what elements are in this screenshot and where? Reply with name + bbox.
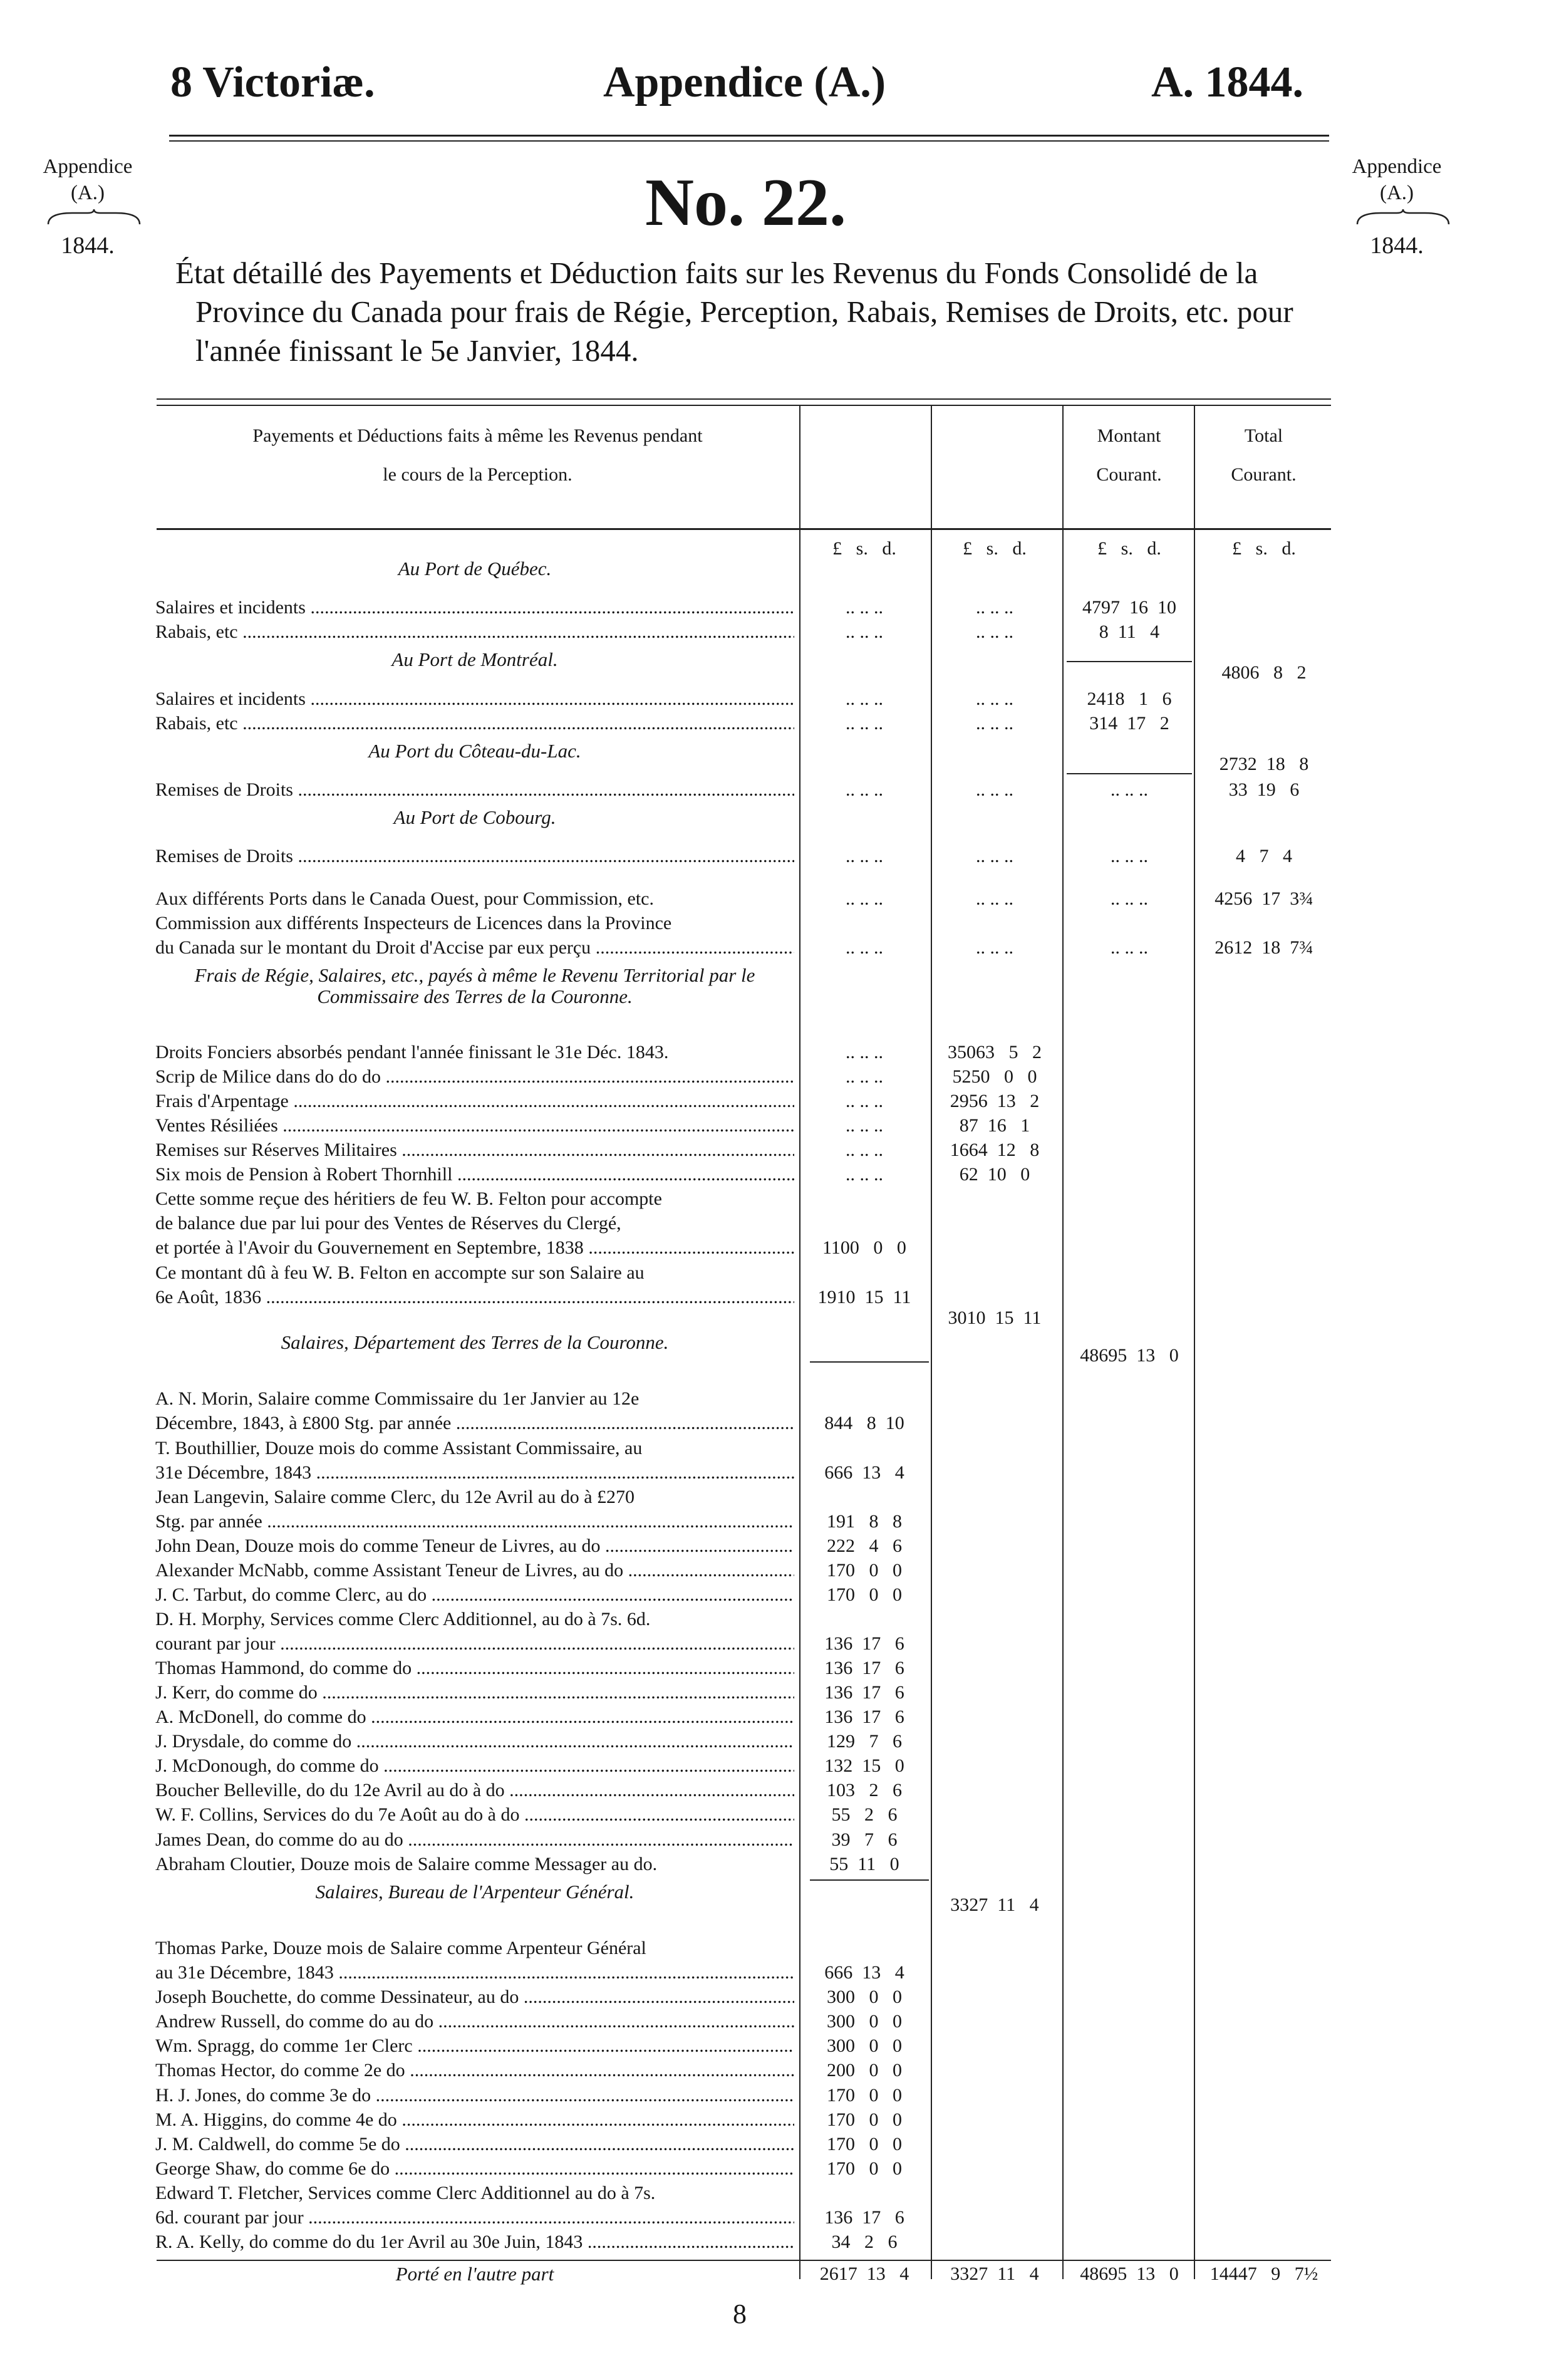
table-row [0, 1066, 1559, 1090]
table-row [0, 1262, 1559, 1286]
header-rule-2 [169, 140, 1329, 142]
footer-c1: 2617 13 4 [819, 2263, 909, 2284]
row-label: 31e Décembre, 1843 ..... [155, 1462, 794, 1484]
table-row [0, 845, 1559, 870]
amount-c4: 2612 18 7¾ [1215, 937, 1313, 958]
table-row [0, 1041, 1559, 1066]
total-header-line1: Total [1244, 425, 1283, 446]
column-header-description [157, 417, 799, 494]
table-row [0, 2231, 1559, 2255]
row-label: H. J. Jones, do comme 3e do ..... [155, 2084, 794, 2107]
amount-c1: .. .. .. [846, 1140, 883, 1161]
amount-c1: 136 17 6 [824, 1682, 904, 1703]
table-row [0, 2010, 1559, 2035]
amount-c1: 170 0 0 [827, 1584, 902, 1605]
row-label: George Shaw, do comme 6e do ..... [155, 2158, 794, 2180]
table-row [0, 1730, 1559, 1755]
amount-c1: 103 2 6 [827, 1780, 902, 1801]
row-label: Thomas Hammond, do comme do ..... [155, 1657, 794, 1680]
table-row [0, 1804, 1559, 1828]
section-heading: Au Port du Côteau-du-Lac. [368, 739, 581, 762]
amount-c1: .. .. .. [846, 1041, 883, 1063]
row-label: Joseph Bouchette, do comme Dessinateur, au do ..... [155, 1986, 794, 2008]
side-right-year: 1844. [1370, 232, 1424, 259]
amount-c2: 3010 15 11 [948, 1307, 1042, 1328]
amount-c1: .. .. .. [846, 1091, 883, 1112]
section-heading-row [0, 737, 1559, 779]
table-row [0, 2035, 1559, 2059]
row-label: Wm. Spragg, do comme 1er Clerc ..... [155, 2035, 794, 2057]
amount-c4: 33 19 6 [1228, 779, 1300, 801]
table-row [0, 1937, 1559, 1962]
spacer-row [0, 1024, 1559, 1041]
table-row [0, 1853, 1559, 1878]
amount-c2: .. .. .. [976, 597, 1013, 618]
footer-c2: 3327 11 4 [950, 2263, 1039, 2284]
row-label: Salaires et incidents ..... [155, 688, 794, 710]
amount-c2: .. .. .. [976, 712, 1013, 734]
subtotal-rule-felton [810, 1361, 929, 1363]
side-note-right [1337, 153, 1456, 259]
section-heading: Salaires, Département des Terres de la Couronne. [281, 1331, 669, 1353]
amount-c4: 2732 18 8 [1219, 753, 1309, 774]
row-label: A. McDonell, do comme do ..... [155, 1706, 794, 1728]
row-label: A. N. Morin, Salaire comme Commissaire du 1er Janvier au 12e [155, 1388, 640, 1410]
amount-c1: 55 11 0 [829, 1853, 899, 1874]
row-label: Scrip de Milice dans do do do ..... [155, 1066, 794, 1088]
subtotal-rule-quebec [1067, 661, 1192, 662]
amount-c1: .. .. .. [846, 597, 883, 618]
amount-c1: 55 2 6 [831, 1804, 898, 1826]
table-row [0, 1412, 1559, 1437]
row-label: Décembre, 1843, à £800 Stg. par année ..... [155, 1412, 794, 1435]
table-row [0, 2109, 1559, 2133]
footer-label: Porté en l'autre part [395, 2263, 554, 2285]
table-row [0, 1388, 1559, 1412]
desc-header-line1: Payements et Déductions faits à même les Revenus pendant [252, 425, 703, 446]
amount-c1: 170 0 0 [827, 2084, 902, 2106]
row-label: Rabais, etc ..... [155, 712, 794, 735]
row-label: M. A. Higgins, do comme 4e do ..... [155, 2109, 794, 2131]
brace-right-icon [1356, 208, 1450, 226]
table-row [0, 937, 1559, 961]
amount-c2: 35063 5 2 [948, 1041, 1042, 1063]
side-right-label: Appendice [1352, 155, 1442, 178]
currency-c4: £ s. d. [1232, 538, 1296, 559]
column-header-montant [1065, 417, 1193, 494]
table-row [0, 1755, 1559, 1779]
row-label: J. M. Caldwell, do comme 5e do ..... [155, 2133, 794, 2156]
table-row [0, 2133, 1559, 2158]
spacer-row [0, 1307, 1559, 1328]
row-label: Edward T. Fletcher, Services comme Clerc Additionnel au do à 7s. [155, 2182, 656, 2203]
row-label: Abraham Cloutier, Douze mois de Salaire comme Messager au do. [155, 1853, 658, 1874]
subtotal-rule-montreal [1067, 773, 1192, 774]
amount-c1: .. .. .. [846, 937, 883, 958]
amount-c1: .. .. .. [846, 688, 883, 709]
amount-c2: 1664 12 8 [950, 1140, 1040, 1161]
table-row [0, 1608, 1559, 1633]
amount-c1: .. .. .. [846, 712, 883, 734]
side-left-year: 1844. [61, 232, 115, 259]
row-label: Rabais, etc ..... [155, 621, 794, 643]
amount-c3: 8 11 4 [1099, 621, 1160, 643]
table-top-rule-2 [157, 405, 1331, 406]
amount-c1: 666 13 4 [824, 1462, 904, 1483]
amount-c3: 48695 13 0 [1080, 1344, 1179, 1366]
amount-c1: 666 13 4 [824, 1962, 904, 1983]
row-label: Thomas Hector, do comme 2e do ..... [155, 2059, 794, 2082]
row-label: de balance due par lui pour des Ventes de Réserves du Clergé, [155, 1213, 621, 1234]
amount-c3: .. .. .. [1111, 888, 1148, 909]
row-label: Remises de Droits ..... [155, 779, 794, 801]
amount-c1: 200 0 0 [827, 2060, 902, 2081]
row-label: Cette somme reçue des héritiers de feu W. B. Felton pour accompte [155, 1188, 662, 1210]
table-row [0, 1163, 1559, 1188]
amount-c3: 4797 16 10 [1082, 597, 1176, 618]
table-row [0, 912, 1559, 937]
amount-c1: .. .. .. [846, 1164, 883, 1185]
row-label: du Canada sur le montant du Droit d'Accise par eux perçu ..... [155, 937, 794, 959]
amount-c2: 3327 11 4 [950, 1894, 1039, 1915]
amount-c4: 4806 8 2 [1221, 662, 1307, 683]
table-row [0, 1681, 1559, 1706]
table-row [0, 1584, 1559, 1608]
row-label: John Dean, Douze mois do comme Teneur de Livres, au do ..... [155, 1535, 794, 1557]
footer-c4: 14447 9 7½ [1209, 2263, 1318, 2284]
spacer-row [0, 870, 1559, 888]
row-label: Boucher Belleville, do du 12e Avril au do à do ..... [155, 1779, 794, 1802]
table-row [0, 1657, 1559, 1681]
row-label: Thomas Parke, Douze mois de Salaire comme Arpenteur Général [155, 1938, 646, 1959]
amount-c2: .. .. .. [976, 621, 1013, 643]
amount-c1: 136 17 6 [824, 1658, 904, 1679]
amount-c3: 314 17 2 [1089, 712, 1169, 734]
amount-c1: .. .. .. [846, 779, 883, 801]
amount-c1: 300 0 0 [827, 2035, 902, 2057]
amount-c1: 300 0 0 [827, 1987, 902, 2008]
amount-c2: .. .. .. [976, 779, 1013, 801]
table-row [0, 1779, 1559, 1804]
brace-left-icon [47, 208, 141, 226]
section-heading-row [0, 803, 1559, 845]
table-header-rule [157, 528, 1331, 530]
amount-c4: 4 7 4 [1236, 846, 1292, 867]
amount-c3: .. .. .. [1111, 779, 1148, 801]
document-number: No. 22. [645, 165, 846, 240]
row-label: Ce montant dû à feu W. B. Felton en accompte sur son Salaire au [155, 1262, 645, 1283]
section-heading-row [0, 961, 1559, 1024]
table-row [0, 1437, 1559, 1462]
amount-c2: 2956 13 2 [950, 1091, 1040, 1112]
table-row [0, 1962, 1559, 1986]
table-row [0, 1706, 1559, 1730]
table-row [0, 1510, 1559, 1535]
amount-c2: 87 16 1 [959, 1115, 1030, 1136]
amount-c1: 1910 15 11 [817, 1286, 911, 1307]
row-label: D. H. Morphy, Services comme Clerc Additionnel, au do à 7s. 6d. [155, 1608, 651, 1629]
row-label: J. Drysdale, do comme do ..... [155, 1730, 794, 1753]
row-label: Stg. par année ..... [155, 1510, 794, 1533]
amount-c1: 170 0 0 [827, 2109, 902, 2130]
footer-row [0, 2263, 1559, 2285]
amount-c1: 136 17 6 [824, 1633, 904, 1655]
amount-c1: 39 7 6 [831, 1829, 898, 1850]
table-top-rule-1 [157, 398, 1331, 400]
table-row [0, 1535, 1559, 1559]
amount-c4: 4256 17 3¾ [1215, 888, 1313, 909]
row-label: Salaires et incidents ..... [155, 596, 794, 619]
table-row [0, 1486, 1559, 1510]
row-label: Andrew Russell, do comme do au do ..... [155, 2010, 794, 2033]
row-label: J. McDonough, do comme do ..... [155, 1755, 794, 1777]
row-label: T. Bouthillier, Douze mois do comme Assistant Commissaire, au [155, 1437, 643, 1458]
amount-c1: .. .. .. [846, 621, 883, 643]
table-row [0, 2084, 1559, 2109]
section-heading-row [0, 645, 1559, 687]
amount-c1: 844 8 10 [824, 1413, 904, 1434]
table-row [0, 1559, 1559, 1584]
montant-header-line1: Montant [1097, 425, 1161, 446]
amount-c1: 1100 0 0 [822, 1237, 906, 1259]
amount-c2: .. .. .. [976, 688, 1013, 709]
table-row [0, 2182, 1559, 2206]
amount-c3: .. .. .. [1111, 937, 1148, 958]
table-row [0, 2059, 1559, 2084]
side-note-left [28, 153, 147, 259]
table-row [0, 2206, 1559, 2231]
section-heading: Au Port de Cobourg. [393, 806, 556, 829]
row-label: Alexander McNabb, comme Assistant Teneur de Livres, au do ..... [155, 1559, 794, 1582]
table-row [0, 1212, 1559, 1237]
footer-c3: 48695 13 0 [1080, 2263, 1179, 2284]
row-label: R. A. Kelly, do comme do du 1er Avril au 30e Juin, 1843 ..... [155, 2231, 794, 2253]
montant-header-line2: Courant. [1096, 464, 1162, 485]
table-row [0, 1139, 1559, 1163]
amount-c3: 2418 1 6 [1087, 688, 1172, 709]
table-row [0, 596, 1559, 621]
row-label: Commission aux différents Inspecteurs de Licences dans la Province [155, 912, 672, 933]
amount-c1: 170 0 0 [827, 2133, 902, 2154]
table-row [0, 888, 1559, 912]
row-label: Aux différents Ports dans le Canada Ouest, pour Commission, etc. [155, 888, 654, 909]
row-label: 6e Août, 1836 ..... [155, 1286, 794, 1309]
header-rule-1 [169, 135, 1329, 137]
amount-c1: 222 4 6 [827, 1535, 902, 1556]
intro-text: État détaillé des Payements et Déduction faits sur les Revenus du Fonds Consolidé de la Province du Canada pour frais de Régie, Perception, Rabais, Remises de Droits, etc. pour l'année finissant le 5e Janvier, 1844. [175, 256, 1293, 368]
section-heading-row [0, 1878, 1559, 1920]
desc-header-line2: le cours de la Perception. [383, 464, 572, 485]
table-row [0, 1633, 1559, 1657]
row-label: Remises sur Réserves Militaires ..... [155, 1139, 794, 1161]
table-row [0, 1115, 1559, 1139]
table-row [0, 1237, 1559, 1261]
table-row [0, 712, 1559, 737]
row-label: et portée à l'Avoir du Gouvernement en Septembre, 1838 ..... [155, 1237, 794, 1259]
row-label: W. F. Collins, Services do du 7e Août au do à do ..... [155, 1804, 794, 1826]
table-row [0, 621, 1559, 645]
side-left-label: Appendice [43, 155, 133, 178]
currency-c1: £ s. d. [832, 538, 896, 559]
row-label: courant par jour ..... [155, 1633, 794, 1655]
spacer-row [0, 1370, 1559, 1388]
table-row [0, 1462, 1559, 1486]
spacer-row [0, 1920, 1559, 1937]
amount-c1: 170 0 0 [827, 2158, 902, 2179]
table-row [0, 2158, 1559, 2182]
side-right-sub: (A.) [1379, 182, 1414, 204]
row-label: Six mois de Pension à Robert Thornhill ..... [155, 1163, 794, 1186]
currency-c3: £ s. d. [1097, 538, 1161, 559]
amount-c1: .. .. .. [846, 1066, 883, 1088]
row-label: Jean Langevin, Salaire comme Clerc, du 12e Avril au do à £270 [155, 1486, 635, 1507]
row-label: Ventes Résiliées ..... [155, 1115, 794, 1137]
amount-c1: 136 17 6 [824, 2206, 904, 2228]
amount-c1: 34 2 6 [831, 2231, 898, 2252]
table-row [0, 1090, 1559, 1115]
amount-c1: .. .. .. [846, 846, 883, 867]
amount-c2: 62 10 0 [959, 1164, 1030, 1185]
section-heading: Au Port de Québec. [398, 558, 552, 579]
table-row [0, 688, 1559, 712]
amount-c1: .. .. .. [846, 1115, 883, 1136]
section-heading: Salaires, Bureau de l'Arpenteur Général. [315, 1880, 634, 1903]
row-label: J. Kerr, do comme do ..... [155, 1681, 794, 1704]
subtotal-rule-crown [810, 1879, 929, 1881]
row-label: au 31e Décembre, 1843 ..... [155, 1962, 794, 1984]
currency-c2: £ s. d. [963, 538, 1027, 559]
row-label: 6d. courant par jour ..... [155, 2206, 794, 2229]
total-header-line2: Courant. [1231, 464, 1297, 485]
amount-c3: .. .. .. [1111, 846, 1148, 867]
row-label: J. C. Tarbut, do comme Clerc, au do ..... [155, 1584, 794, 1606]
row-label: Droits Fonciers absorbés pendant l'année finissant le 31e Déc. 1843. [155, 1041, 669, 1063]
table-row [0, 1188, 1559, 1212]
table-row [0, 1829, 1559, 1853]
section-heading-row [0, 554, 1559, 596]
amount-c1: 300 0 0 [827, 2011, 902, 2032]
row-label: Frais d'Arpentage ..... [155, 1090, 794, 1113]
table-row [0, 1286, 1559, 1311]
row-label: Remises de Droits ..... [155, 845, 794, 868]
amount-c2: 5250 0 0 [952, 1066, 1037, 1088]
side-left-sub: (A.) [70, 182, 105, 204]
amount-c1: 132 15 0 [824, 1755, 904, 1777]
header-right: A. 1844. [1151, 58, 1304, 107]
amount-c2: .. .. .. [976, 846, 1013, 867]
table-row [0, 1986, 1559, 2010]
footer-rule [157, 2260, 1331, 2261]
row-label: James Dean, do comme do au do ..... [155, 1829, 794, 1851]
page-number: 8 [733, 2299, 747, 2329]
amount-c1: 129 7 6 [827, 1731, 902, 1752]
amount-c1: 136 17 6 [824, 1707, 904, 1728]
amount-c1: .. .. .. [846, 888, 883, 909]
column-header-total [1196, 417, 1331, 494]
table-row [0, 779, 1559, 803]
header-left: 8 Victoriæ. [170, 58, 375, 107]
section-heading: Au Port de Montréal. [391, 648, 558, 671]
amount-c1: 170 0 0 [827, 1559, 902, 1581]
section-heading: Frais de Régie, Salaires, etc., payés à même le Revenu Territorial par le Commissaire des Terres de la Couronne. [194, 964, 755, 1007]
section-heading-row [0, 1328, 1559, 1370]
amount-c2: .. .. .. [976, 937, 1013, 958]
header-center: Appendice (A.) [603, 58, 886, 107]
amount-c2: .. .. .. [976, 888, 1013, 909]
amount-c1: 191 8 8 [827, 1510, 902, 1532]
